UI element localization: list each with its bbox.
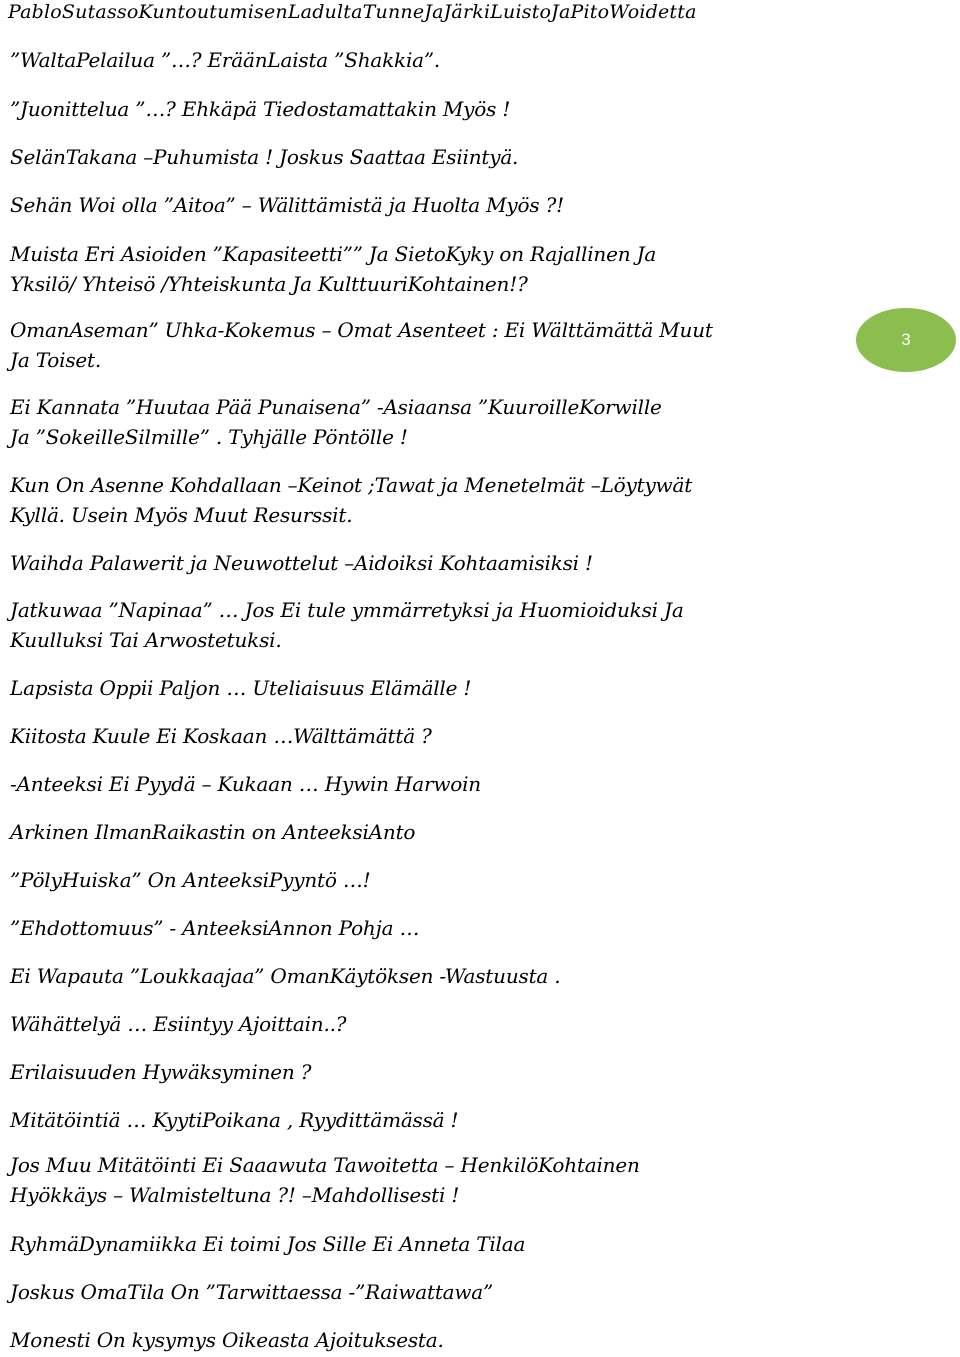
paragraph (10, 865, 880, 895)
paragraph (10, 1277, 880, 1307)
text-line: ”PölyHuiska” On AnteeksiPyyntö …! (10, 868, 371, 892)
text-line: Wähättelyä … Esiintyy Ajoittain..? (10, 1012, 347, 1036)
paragraph (10, 1150, 880, 1210)
paragraph (10, 1325, 880, 1355)
text-line: Kun On Asenne Kohdallaan –Keinot ;Tawat ja Menetelmät –Löytywät (10, 473, 693, 497)
paragraph (10, 239, 880, 299)
text-line: Jatkuwaa ”Napinaa” … Jos Ei tule ymmärretyksi ja Huomioiduksi Ja (10, 598, 684, 622)
text-line: Kuulluksi Tai Arwostetuksi. (10, 628, 282, 652)
paragraph (10, 470, 880, 530)
text-line: Ja Toiset. (10, 348, 102, 372)
text-line: Jos Muu Mitätöinti Ei Saaawuta Tawoitetta – HenkilöKohtainen (10, 1153, 640, 1177)
text-line: Sehän Woi olla ”Aitoa” – Wälittämistä ja Huolta Myös ?! (10, 193, 564, 217)
paragraph (10, 190, 880, 220)
paragraph (10, 45, 880, 75)
paragraph (10, 392, 880, 452)
paragraph (10, 769, 880, 799)
paragraph (10, 1229, 880, 1259)
paragraph (10, 961, 880, 991)
paragraph (10, 548, 880, 578)
text-line: Kiitosta Kuule Ei Koskaan …Wälttämättä ? (10, 724, 432, 748)
text-line: Ja ”SokeilleSilmille” . Tyhjälle Pöntölle ! (10, 425, 408, 449)
text-line: Erilaisuuden Hywäksyminen ? (10, 1060, 312, 1084)
paragraph (10, 673, 880, 703)
text-line: Waihda Palawerit ja Neuwottelut –Aidoiksi Kohtaamisiksi ! (10, 551, 593, 575)
text-line: Kyllä. Usein Myös Muut Resurssit. (10, 503, 353, 527)
text-line: Ei Wapauta ”Loukkaajaa” OmanKäytöksen -Wastuusta . (10, 964, 561, 988)
text-line: ”Juonittelua ”…? Ehkäpä Tiedostamattakin Myös ! (10, 97, 511, 121)
paragraph (10, 817, 880, 847)
text-line: RyhmäDynamiikka Ei toimi Jos Sille Ei Anneta Tilaa (10, 1232, 526, 1256)
text-line: Mitätöintiä … KyytiPoikana , Ryydittämässä ! (10, 1108, 459, 1132)
text-line: Joskus OmaTila On ”Tarwittaessa -”Raiwattawa” (10, 1280, 494, 1304)
page-number-badge: 3 (856, 308, 956, 372)
text-line: Muista Eri Asioiden ”Kapasiteetti”” Ja SietoKyky on Rajallinen Ja (10, 242, 657, 266)
paragraph (10, 94, 880, 124)
text-line: Monesti On kysymys Oikeasta Ajoituksesta. (10, 1328, 444, 1352)
paragraph (10, 1009, 880, 1039)
text-line: -Anteeksi Ei Pyydä – Kukaan … Hywin Harwoin (10, 772, 481, 796)
document-header: PabloSutassoKuntoutumisenLadultaTunneJaJärkiLuistoJaPitoWoidetta (8, 1, 697, 23)
text-line: Ei Kannata ”Huutaa Pää Punaisena” -Asiaansa ”KuuroilleKorwille (10, 395, 662, 419)
text-line: Lapsista Oppii Paljon … Uteliaisuus Elämälle ! (10, 676, 472, 700)
text-line: Yksilö/ Yhteisö /Yhteiskunta Ja KulttuuriKohtainen!? (10, 272, 528, 296)
paragraph (10, 721, 880, 751)
text-line: Hyökkäys – Walmisteltuna ?! –Mahdollisesti ! (10, 1183, 460, 1207)
text-line: OmanAseman” Uhka-Kokemus – Omat Asenteet : Ei Wälttämättä Muut (10, 318, 713, 342)
paragraph (10, 595, 880, 655)
paragraph (10, 142, 880, 172)
paragraph (10, 913, 880, 943)
text-line: Arkinen IlmanRaikastin on AnteeksiAnto (10, 820, 416, 844)
paragraph (10, 1105, 880, 1135)
text-line: ”Ehdottomuus” - AnteeksiAnnon Pohja … (10, 916, 420, 940)
text-line: SelänTakana –Puhumista ! Joskus Saattaa Esiintyä. (10, 145, 519, 169)
text-line: ”WaltaPelailua ”…? EräänLaista ”Shakkia”. (10, 48, 441, 72)
paragraph (10, 315, 880, 375)
paragraph (10, 1057, 880, 1087)
